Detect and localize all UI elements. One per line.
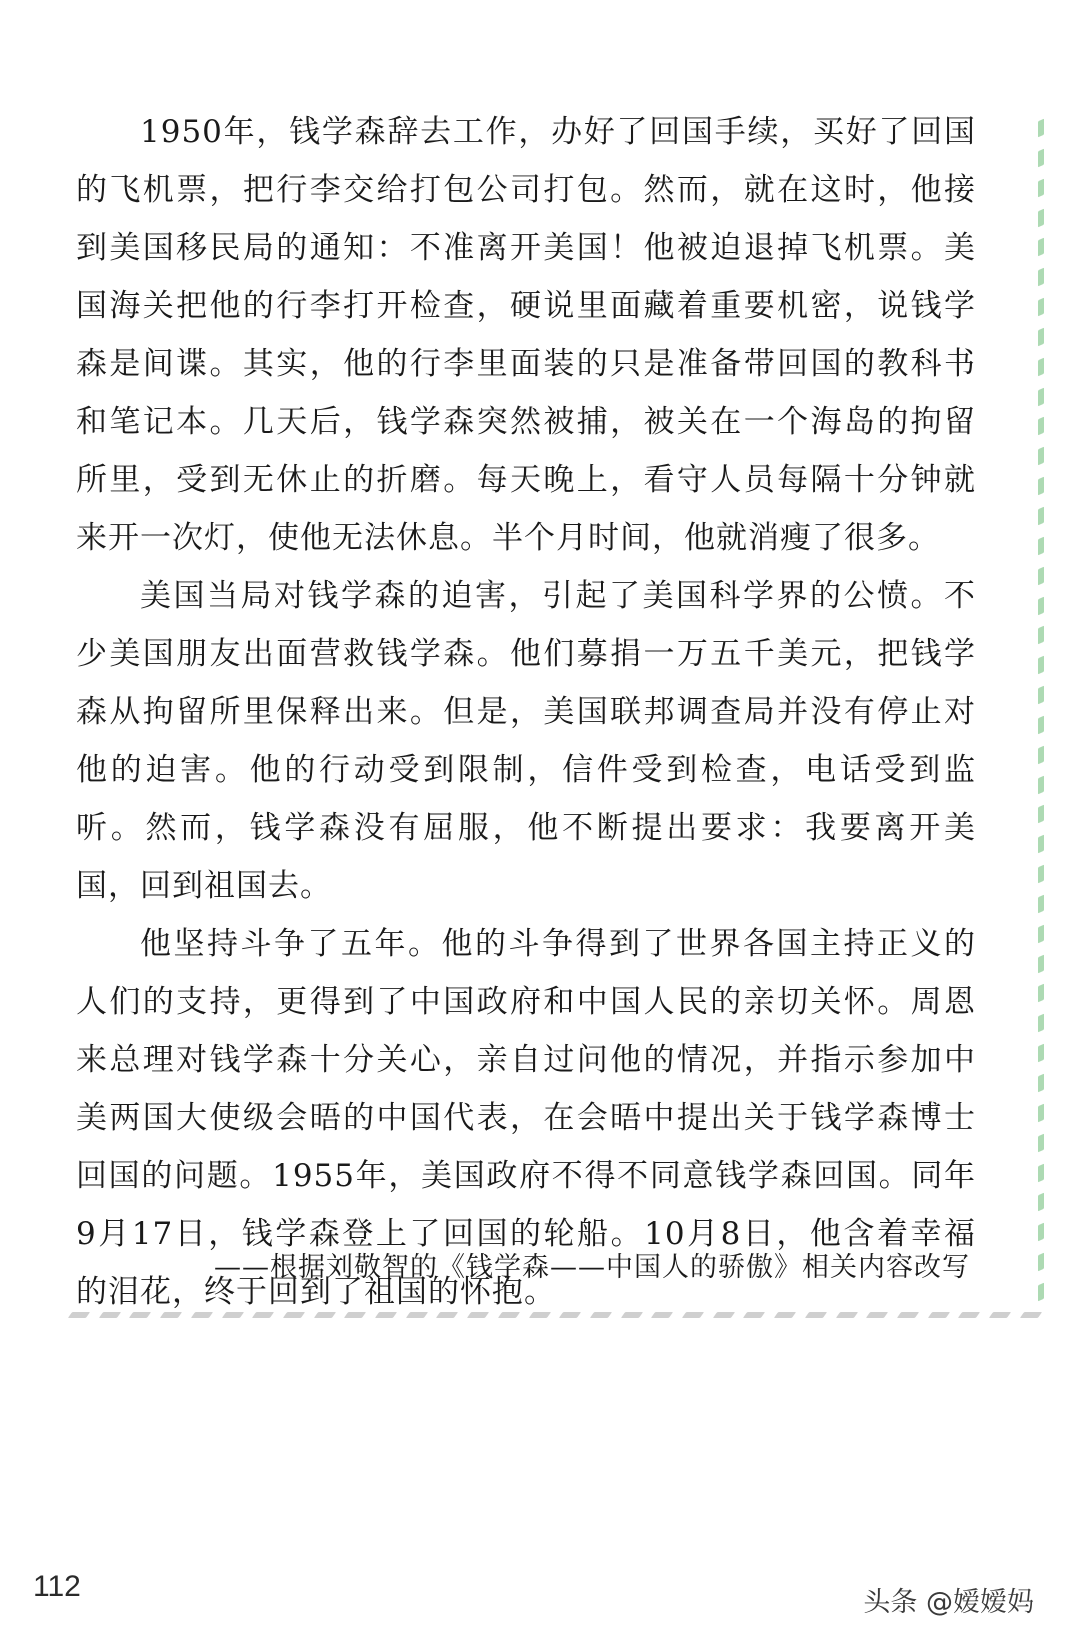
border-tick <box>375 1312 397 1318</box>
border-tick <box>191 1312 213 1318</box>
border-tick <box>1038 656 1044 675</box>
border-tick <box>774 1312 796 1318</box>
border-tick <box>283 1312 305 1318</box>
border-tick <box>406 1312 428 1318</box>
border-tick <box>1038 895 1044 914</box>
text-line: 的飞机票，把行李交给打包公司打包。然而，就在这时，他接 <box>76 172 976 208</box>
border-tick <box>1038 686 1044 705</box>
border-tick <box>344 1312 366 1318</box>
watermark: 头条 @嫒嫒妈 <box>863 1587 1034 1618</box>
border-tick <box>467 1312 489 1318</box>
text-line: 听。然而，钱学森没有屈服，他不断提出要求：我要离开美 <box>76 810 976 846</box>
text-line: 来开一次灯，使他无法休息。半个月时间，他就消瘦了很多。 <box>76 520 940 556</box>
text-line: 国海关把他的行李打开检查，硬说里面藏着重要机密，说钱学 <box>76 288 976 324</box>
border-tick <box>129 1312 151 1318</box>
border-tick <box>897 1312 919 1318</box>
border-tick <box>1038 238 1044 257</box>
border-tick <box>1038 447 1044 466</box>
border-tick <box>1038 1283 1044 1302</box>
text-line: 的泪花，终于回到了祖国的怀抱。 <box>76 1274 556 1310</box>
border-tick <box>651 1312 673 1318</box>
border-tick <box>1038 1163 1044 1182</box>
border-tick <box>221 1312 243 1318</box>
border-tick <box>805 1312 827 1318</box>
border-tick <box>1038 745 1044 764</box>
border-tick <box>252 1312 274 1318</box>
text-line: 他坚持斗争了五年。他的斗争得到了世界各国主持正义的 <box>140 926 976 962</box>
border-tick <box>160 1312 182 1318</box>
border-tick <box>1038 954 1044 973</box>
text-line: 人们的支持，更得到了中国政府和中国人民的亲切关怀。周恩 <box>76 984 976 1020</box>
border-tick <box>68 1312 90 1318</box>
border-tick <box>1038 357 1044 376</box>
text-line: 所里，受到无休止的折磨。每天晚上，看守人员每隔十分钟就 <box>76 462 976 498</box>
article-body <box>76 103 976 1321</box>
border-tick <box>1038 507 1044 526</box>
border-tick <box>1038 984 1044 1003</box>
source-attribution: ——根据刘敬智的《钱学森——中国人的骄傲》相关内容改写 <box>214 1252 970 1283</box>
border-tick <box>498 1312 520 1318</box>
text-line: 来总理对钱学森十分关心，亲自过问他的情况，并指示参加中 <box>76 1042 976 1078</box>
border-tick <box>1038 178 1044 197</box>
border-tick <box>436 1312 458 1318</box>
border-tick <box>682 1312 704 1318</box>
border-tick <box>1038 477 1044 496</box>
text-line: 美国当局对钱学森的迫害，引起了美国科学界的公愤。不 <box>140 578 976 614</box>
text-line: 回国的问题。1955年，美国政府不得不同意钱学森回国。同年 <box>76 1158 976 1194</box>
border-tick <box>99 1312 121 1318</box>
border-tick <box>590 1312 612 1318</box>
border-tick <box>1038 298 1044 317</box>
border-tick <box>1038 715 1044 734</box>
border-tick <box>835 1312 857 1318</box>
border-tick <box>1038 1044 1044 1063</box>
border-tick <box>1038 536 1044 555</box>
border-tick <box>1038 626 1044 645</box>
border-tick <box>1038 1193 1044 1212</box>
text-line: 国，回到祖国去。 <box>76 868 332 904</box>
border-tick <box>1038 1133 1044 1152</box>
text-line: 到美国移民局的通知：不准离开美国！他被迫退掉飞机票。美 <box>76 230 976 266</box>
border-tick <box>958 1312 980 1318</box>
border-tick <box>1038 148 1044 167</box>
border-tick <box>621 1312 643 1318</box>
decorative-border-right <box>1034 120 1048 1300</box>
text-line: 1950年，钱学森辞去工作，办好了回国手续，买好了回国 <box>140 114 976 150</box>
border-tick <box>559 1312 581 1318</box>
border-tick <box>1038 208 1044 227</box>
border-tick <box>1038 775 1044 794</box>
text-line: 美两国大使级会晤的中国代表，在会晤中提出关于钱学森博士 <box>76 1100 976 1136</box>
border-tick <box>1020 1312 1042 1318</box>
border-tick <box>866 1312 888 1318</box>
border-tick <box>1038 1074 1044 1093</box>
border-tick <box>1038 835 1044 854</box>
border-tick <box>1038 566 1044 585</box>
text-line: 森从拘留所里保释出来。但是，美国联邦调查局并没有停止对 <box>76 694 976 730</box>
border-tick <box>1038 268 1044 287</box>
border-tick <box>989 1312 1011 1318</box>
text-line: 森是间谍。其实，他的行李里面装的只是准备带回国的教科书 <box>76 346 976 382</box>
border-tick <box>713 1312 735 1318</box>
border-tick <box>1038 387 1044 406</box>
border-tick <box>1038 417 1044 436</box>
text-line: 9月17日，钱学森登上了回国的轮船。10月8日，他含着幸福 <box>76 1216 976 1252</box>
border-tick <box>1038 1223 1044 1242</box>
text-line: 和笔记本。几天后，钱学森突然被捕，被关在一个海岛的拘留 <box>76 404 976 440</box>
border-tick <box>1038 119 1044 138</box>
text-line: 他的迫害。他的行动受到限制，信件受到检查，电话受到监 <box>76 752 976 788</box>
border-tick <box>314 1312 336 1318</box>
border-tick <box>1038 924 1044 943</box>
border-tick <box>1038 805 1044 824</box>
border-tick <box>1038 1103 1044 1122</box>
page-number: 112 <box>33 1570 81 1603</box>
border-tick <box>1038 596 1044 615</box>
border-tick <box>1038 865 1044 884</box>
decorative-border-bottom <box>70 1308 1040 1322</box>
border-tick <box>928 1312 950 1318</box>
border-tick <box>1038 328 1044 347</box>
border-tick <box>1038 1014 1044 1033</box>
border-tick <box>1038 1253 1044 1272</box>
text-line: 少美国朋友出面营救钱学森。他们募捐一万五千美元，把钱学 <box>76 636 976 672</box>
border-tick <box>528 1312 550 1318</box>
border-tick <box>743 1312 765 1318</box>
